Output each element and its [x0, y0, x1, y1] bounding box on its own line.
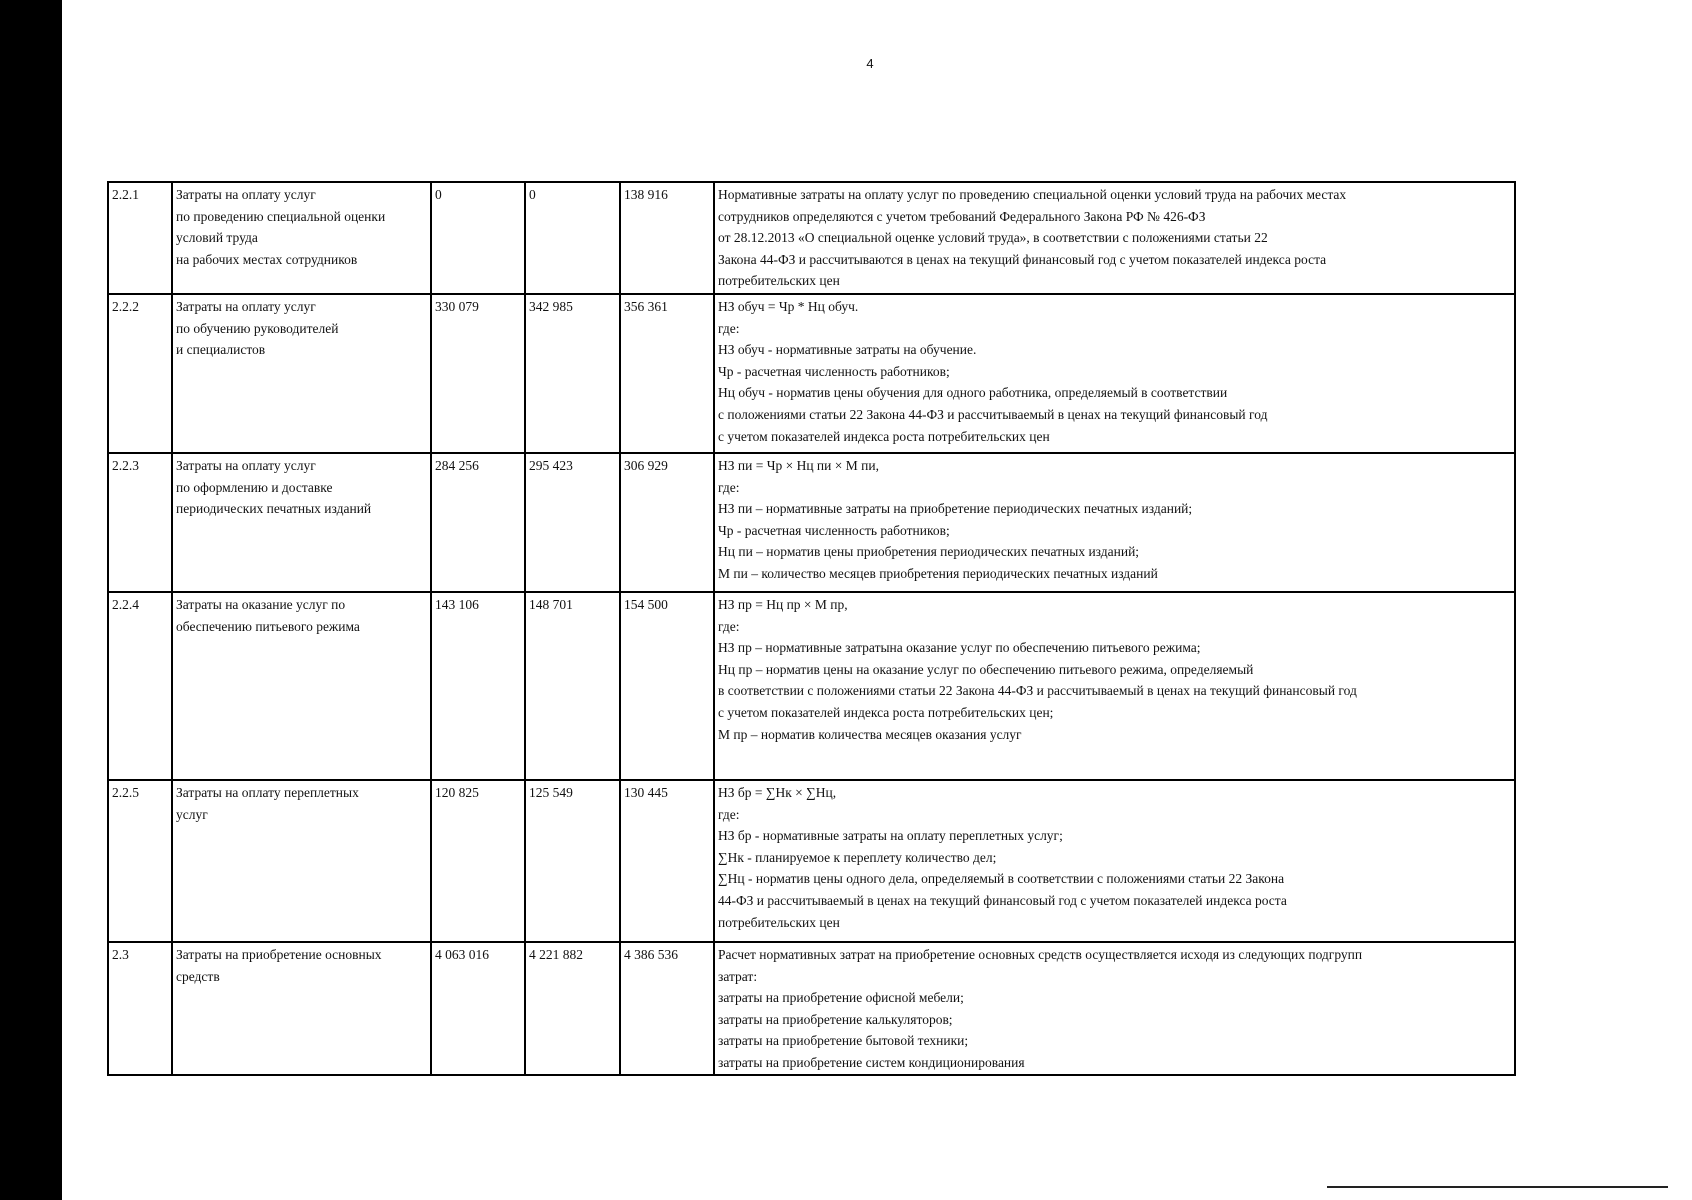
- description-line: Расчет нормативных затрат на приобретение основных средств осуществляется исходя из следующих подгрупп: [718, 947, 1363, 962]
- table-row: [108, 592, 1515, 780]
- description-line: Чр - расчетная численность работников;: [718, 363, 950, 379]
- row-name-line: Затраты на оплату услуг: [176, 458, 316, 473]
- description-line: от 28.12.2013 «О специальной оценке условий труда», в соответствии с положениями статьи 22: [718, 230, 1268, 246]
- description-line: сотрудников определяются с учетом требований Федерального Закона РФ № 426-ФЗ: [718, 208, 1206, 224]
- value-year-3: 154 500: [620, 592, 714, 780]
- value-year-2: 0: [525, 182, 620, 294]
- row-description: [714, 592, 1515, 780]
- description-line: НЗ бр = ∑Нк × ∑Нц,: [718, 785, 837, 800]
- description-line: НЗ пи – нормативные затраты на приобретение периодических печатных изданий;: [718, 501, 1193, 517]
- description-line: НЗ обуч - нормативные затраты на обучение.: [718, 342, 977, 358]
- description-line: затраты на приобретение калькуляторов;: [718, 1011, 953, 1027]
- value-year-2: 4 221 882: [525, 942, 620, 1075]
- value-year-1: 120 825: [431, 780, 525, 942]
- description-line: с учетом показателей индекса роста потребительских цен: [718, 428, 1050, 444]
- description-line: затраты на приобретение офисной мебели;: [718, 990, 964, 1006]
- row-name-line: услуг: [176, 806, 208, 822]
- value-year-2: 295 423: [525, 453, 620, 592]
- row-name-line: условий труда: [176, 230, 258, 246]
- value-year-3: 4 386 536: [620, 942, 714, 1075]
- row-name-line: Затраты на оплату услуг: [176, 299, 316, 314]
- table-row: [108, 294, 1515, 453]
- scan-margin-bar: [0, 0, 62, 1200]
- value-year-1: 0: [431, 182, 525, 294]
- row-name-line: и специалистов: [176, 342, 266, 358]
- row-name-line: на рабочих местах сотрудников: [176, 251, 358, 267]
- description-line: Нц пр – норматив цены на оказание услуг по обеспечению питьевого режима, определяемый: [718, 661, 1254, 677]
- description-line: затраты на приобретение бытовой техники;: [718, 1033, 969, 1049]
- description-line: Нц обуч - норматив цены обучения для одного работника, определяемый в соответствии: [718, 385, 1228, 401]
- description-line: НЗ обуч = Чр * Нц обуч.: [718, 299, 859, 314]
- description-line: НЗ бр - нормативные затраты на оплату переплетных услуг;: [718, 828, 1063, 844]
- description-line: потребительских цен: [718, 914, 840, 930]
- description-line: затрат:: [718, 968, 758, 984]
- description-line: Закона 44-ФЗ и рассчитываются в ценах на текущий финансовый год с учетом показателей индекса роста: [718, 251, 1327, 267]
- row-number: 2.2.1: [108, 182, 172, 294]
- value-year-1: 4 063 016: [431, 942, 525, 1075]
- description-line: НЗ пр – нормативные затратына оказание услуг по обеспечению питьевого режима;: [718, 640, 1201, 656]
- table-row: [108, 942, 1515, 1075]
- value-year-3: 306 929: [620, 453, 714, 592]
- row-name-line: Затраты на приобретение основных: [176, 947, 382, 962]
- description-line: потребительских цен: [718, 273, 840, 289]
- description-line: Нормативные затраты на оплату услуг по проведению специальной оценки условий труда на рабочих местах: [718, 187, 1347, 202]
- table-body: [108, 182, 1515, 1075]
- row-name: [172, 942, 431, 1075]
- table-row: [108, 453, 1515, 592]
- row-description: [714, 294, 1515, 453]
- description-line: Чр - расчетная численность работников;: [718, 522, 950, 538]
- row-name-line: по обучению руководителей: [176, 320, 339, 336]
- row-name-line: Затраты на оказание услуг по: [176, 597, 346, 612]
- row-number: 2.3: [108, 942, 172, 1075]
- row-name: [172, 182, 431, 294]
- row-number: 2.2.4: [108, 592, 172, 780]
- description-line: М пр – норматив количества месяцев оказания услуг: [718, 726, 1022, 742]
- description-line: где:: [718, 618, 740, 634]
- row-name: [172, 592, 431, 780]
- row-name: [172, 453, 431, 592]
- description-line: 44-ФЗ и рассчитываемый в ценах на текущий финансовый год с учетом показателей индекса роста: [718, 892, 1287, 908]
- description-line: где:: [718, 806, 740, 822]
- description-line: с учетом показателей индекса роста потребительских цен;: [718, 704, 1054, 720]
- description-line: ∑Нц - норматив цены одного дела, определяемый в соответствии с положениями статьи 22 Закона: [718, 871, 1285, 887]
- description-line: затраты на приобретение систем кондиционирования: [718, 1054, 1025, 1070]
- row-name-line: по оформлению и доставке: [176, 479, 333, 495]
- row-name: [172, 780, 431, 942]
- value-year-1: 143 106: [431, 592, 525, 780]
- value-year-2: 125 549: [525, 780, 620, 942]
- row-name-line: средств: [176, 968, 220, 984]
- value-year-3: 356 361: [620, 294, 714, 453]
- value-year-2: 148 701: [525, 592, 620, 780]
- row-description: [714, 453, 1515, 592]
- value-year-1: 284 256: [431, 453, 525, 592]
- row-description: [714, 780, 1515, 942]
- description-line: ∑Нк - планируемое к переплету количество дел;: [718, 849, 997, 865]
- row-name-line: периодических печатных изданий: [176, 501, 372, 517]
- row-number: 2.2.5: [108, 780, 172, 942]
- row-number: 2.2.3: [108, 453, 172, 592]
- row-name-line: обеспечению питьевого режима: [176, 618, 360, 634]
- row-name-line: Затраты на оплату переплетных: [176, 785, 359, 800]
- description-line: в соответствии с положениями статьи 22 Закона 44-ФЗ и рассчитываемый в ценах на текущий финансовый год: [718, 683, 1357, 699]
- page-number: 4: [866, 56, 874, 71]
- description-line: НЗ пи = Чр × Нц пи × М пи,: [718, 458, 879, 473]
- row-number: 2.2.2: [108, 294, 172, 453]
- value-year-3: 138 916: [620, 182, 714, 294]
- table-row: [108, 182, 1515, 294]
- description-line: М пи – количество месяцев приобретения периодических печатных изданий: [718, 565, 1158, 581]
- row-name: [172, 294, 431, 453]
- value-year-2: 342 985: [525, 294, 620, 453]
- description-line: где:: [718, 320, 740, 336]
- description-line: с положениями статьи 22 Закона 44-ФЗ и рассчитываемый в ценах на текущий финансовый год: [718, 406, 1268, 422]
- description-line: где:: [718, 479, 740, 495]
- row-name-line: Затраты на оплату услуг: [176, 187, 316, 202]
- row-description: [714, 182, 1515, 294]
- table-row: [108, 780, 1515, 942]
- value-year-3: 130 445: [620, 780, 714, 942]
- row-name-line: по проведению специальной оценки: [176, 208, 386, 224]
- row-description: [714, 942, 1515, 1075]
- value-year-1: 330 079: [431, 294, 525, 453]
- cost-norms-table: [107, 181, 1516, 1076]
- description-line: НЗ пр = Нц пр × М пр,: [718, 597, 848, 612]
- description-line: Нц пи – норматив цены приобретения периодических печатных изданий;: [718, 544, 1140, 560]
- footer-rule: [1327, 1186, 1668, 1188]
